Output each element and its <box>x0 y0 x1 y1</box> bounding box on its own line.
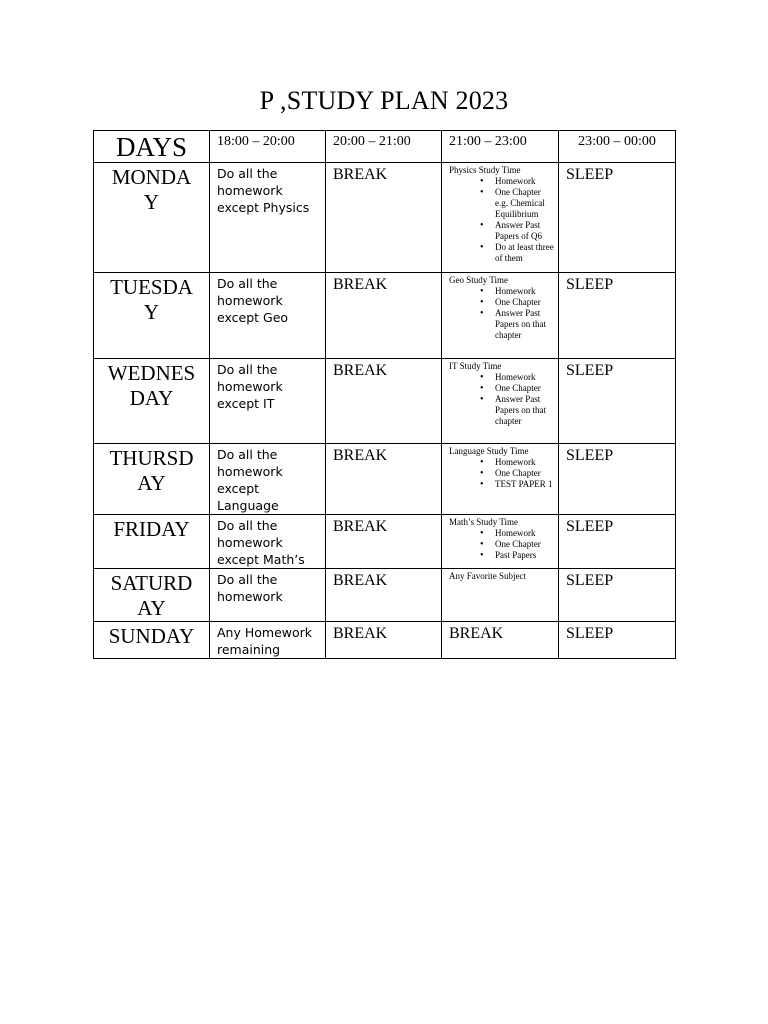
homework-cell: Any Homework remaining <box>210 622 326 659</box>
day-label-part: TUESDA <box>110 275 193 299</box>
day-cell <box>94 515 210 569</box>
day-label-part: THURSD <box>109 446 194 470</box>
break-cell: BREAK <box>326 622 442 659</box>
study-plan-table <box>93 130 676 659</box>
break-cell: BREAK <box>326 444 442 515</box>
sleep-cell: SLEEP <box>559 359 676 444</box>
study-list-item: • One Chapter <box>449 539 554 550</box>
days-header: DAYS <box>94 131 210 163</box>
homework-cell: Do all the homework except Geo <box>210 273 326 359</box>
header-row <box>94 131 676 163</box>
break-cell: BREAK <box>326 273 442 359</box>
sleep-cell: SLEEP <box>559 569 676 622</box>
day-label-part: MONDA <box>111 165 192 189</box>
study-list-item: • Answer Past Papers of Q6 <box>449 220 554 242</box>
day-label-part: SUNDAY <box>108 624 195 648</box>
day-label-part: AY <box>137 471 166 495</box>
study-list-item: • One Chapter <box>449 383 554 394</box>
study-list <box>449 372 554 427</box>
homework-cell: Do all the homework except Physics <box>210 163 326 273</box>
day-label-part: WEDNES <box>107 361 196 385</box>
study-list-item: • Homework <box>449 457 554 468</box>
day-cell <box>94 359 210 444</box>
time-header-4: 23:00 – 00:00 <box>559 131 676 163</box>
table-row <box>94 622 676 659</box>
sleep-cell: SLEEP <box>559 273 676 359</box>
homework-cell: Do all the homework except Language <box>210 444 326 515</box>
study-title: Any Favorite Subject <box>449 571 526 581</box>
study-title: Language Study Time <box>449 446 529 456</box>
study-list-item: • One Chapter e.g. Chemical Equilibrium <box>449 187 554 220</box>
study-list-item: • Homework <box>449 372 554 383</box>
study-list-item: • Homework <box>449 286 554 297</box>
break-cell: BREAK <box>326 163 442 273</box>
study-list-item: • Answer Past Papers on that chapter <box>449 394 554 427</box>
table-row <box>94 515 676 569</box>
homework-cell: Do all the homework <box>210 569 326 622</box>
day-label-part: Y <box>143 300 160 324</box>
break-cell: BREAK <box>326 569 442 622</box>
study-list-item: • One Chapter <box>449 297 554 308</box>
study-list <box>449 176 554 264</box>
time-header-2: 20:00 – 21:00 <box>326 131 442 163</box>
study-list-item: • One Chapter <box>449 468 554 479</box>
study-title: Math’s Study Time <box>449 517 519 527</box>
table-row <box>94 444 676 515</box>
study-list <box>449 457 554 490</box>
homework-cell: Do all the homework except IT <box>210 359 326 444</box>
table-row <box>94 359 676 444</box>
day-cell <box>94 569 210 622</box>
study-list-item: • Answer Past Papers on that chapter <box>449 308 554 341</box>
table-row <box>94 273 676 359</box>
day-cell <box>94 273 210 359</box>
study-list-item: • TEST PAPER 1 <box>449 479 554 490</box>
study-list-item: • Homework <box>449 528 554 539</box>
day-label-part: AY <box>137 596 166 620</box>
study-cell <box>442 515 559 569</box>
sleep-cell: SLEEP <box>559 163 676 273</box>
study-list <box>449 286 554 341</box>
study-cell <box>442 444 559 515</box>
study-cell <box>442 273 559 359</box>
study-list <box>449 528 554 561</box>
table-row <box>94 163 676 273</box>
sleep-cell: SLEEP <box>559 444 676 515</box>
study-list-item: • Past Papers <box>449 550 554 561</box>
study-list-item: • Do at least three of them <box>449 242 554 264</box>
day-cell <box>94 163 210 273</box>
page-title: P ,STUDY PLAN 2023 <box>259 86 509 115</box>
day-label-part: DAY <box>129 386 174 410</box>
homework-cell: Do all the homework except Math’s <box>210 515 326 569</box>
time-header-1: 18:00 – 20:00 <box>210 131 326 163</box>
study-cell: BREAK <box>442 622 559 659</box>
study-cell <box>442 569 559 622</box>
day-label-part: SATURD <box>110 571 193 595</box>
time-header-3: 21:00 – 23:00 <box>442 131 559 163</box>
day-label-part: Y <box>143 190 160 214</box>
study-list-item: • Homework <box>449 176 554 187</box>
study-title: Physics Study Time <box>449 165 521 175</box>
study-cell <box>442 359 559 444</box>
day-label-part: FRIDAY <box>113 517 190 541</box>
sleep-cell: SLEEP <box>559 515 676 569</box>
sleep-cell: SLEEP <box>559 622 676 659</box>
study-title: Geo Study Time <box>449 275 509 285</box>
study-cell <box>442 163 559 273</box>
day-cell <box>94 444 210 515</box>
study-title: IT Study Time <box>449 361 502 371</box>
break-cell: BREAK <box>326 359 442 444</box>
day-cell <box>94 622 210 659</box>
break-cell: BREAK <box>326 515 442 569</box>
table-row <box>94 569 676 622</box>
